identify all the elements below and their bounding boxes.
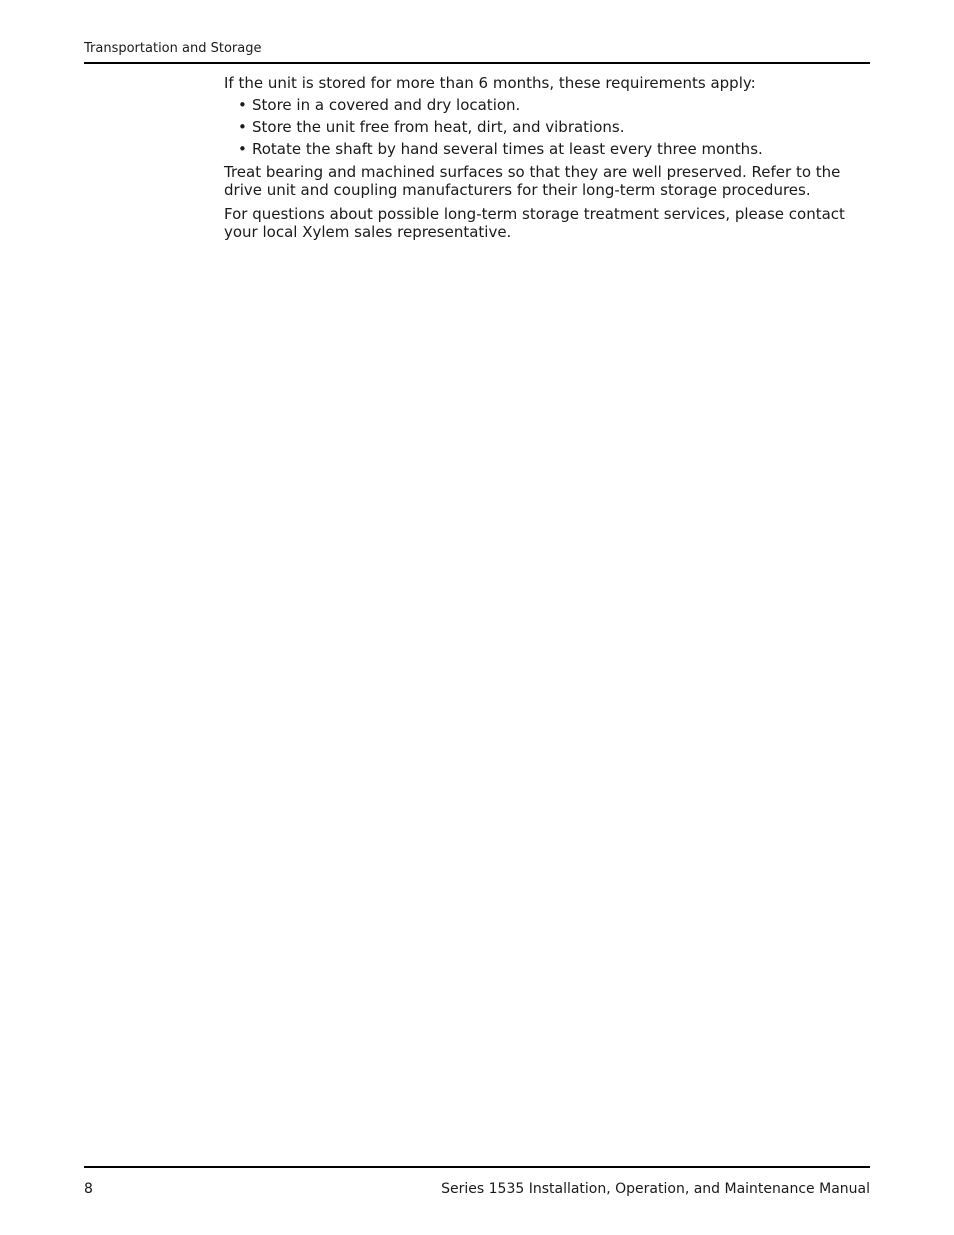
list-item <box>238 96 864 114</box>
list-item <box>238 118 864 136</box>
list-item <box>238 140 864 158</box>
page-content <box>224 74 864 241</box>
storage-intro: If the unit is stored for more than 6 months, these requirements apply: <box>224 74 756 92</box>
contact-paragraph: For questions about possible long-term storage treatment services, please contact your local Xylem sales representative. <box>224 205 845 241</box>
requirements-list <box>224 96 864 158</box>
page-footer <box>84 1166 870 1208</box>
bullet-icon: • <box>238 118 247 136</box>
treatment-paragraph: Treat bearing and machined surfaces so that they are well preserved. Refer to the drive unit and coupling manufacturers for their long-term storage procedures. <box>224 163 841 199</box>
manual-title: Series 1535 Installation, Operation, and Maintenance Manual <box>441 1181 870 1197</box>
requirement-text: Rotate the shaft by hand several times at least every three months. <box>252 140 763 158</box>
requirement-text: Store in a covered and dry location. <box>252 96 521 114</box>
bullet-icon: • <box>238 140 247 158</box>
requirement-text: Store the unit free from heat, dirt, and vibrations. <box>252 118 625 136</box>
bullet-icon: • <box>238 96 247 114</box>
section-title: Transportation and Storage <box>84 41 262 56</box>
page-header <box>84 40 870 64</box>
page-number: 8 <box>84 1181 93 1197</box>
